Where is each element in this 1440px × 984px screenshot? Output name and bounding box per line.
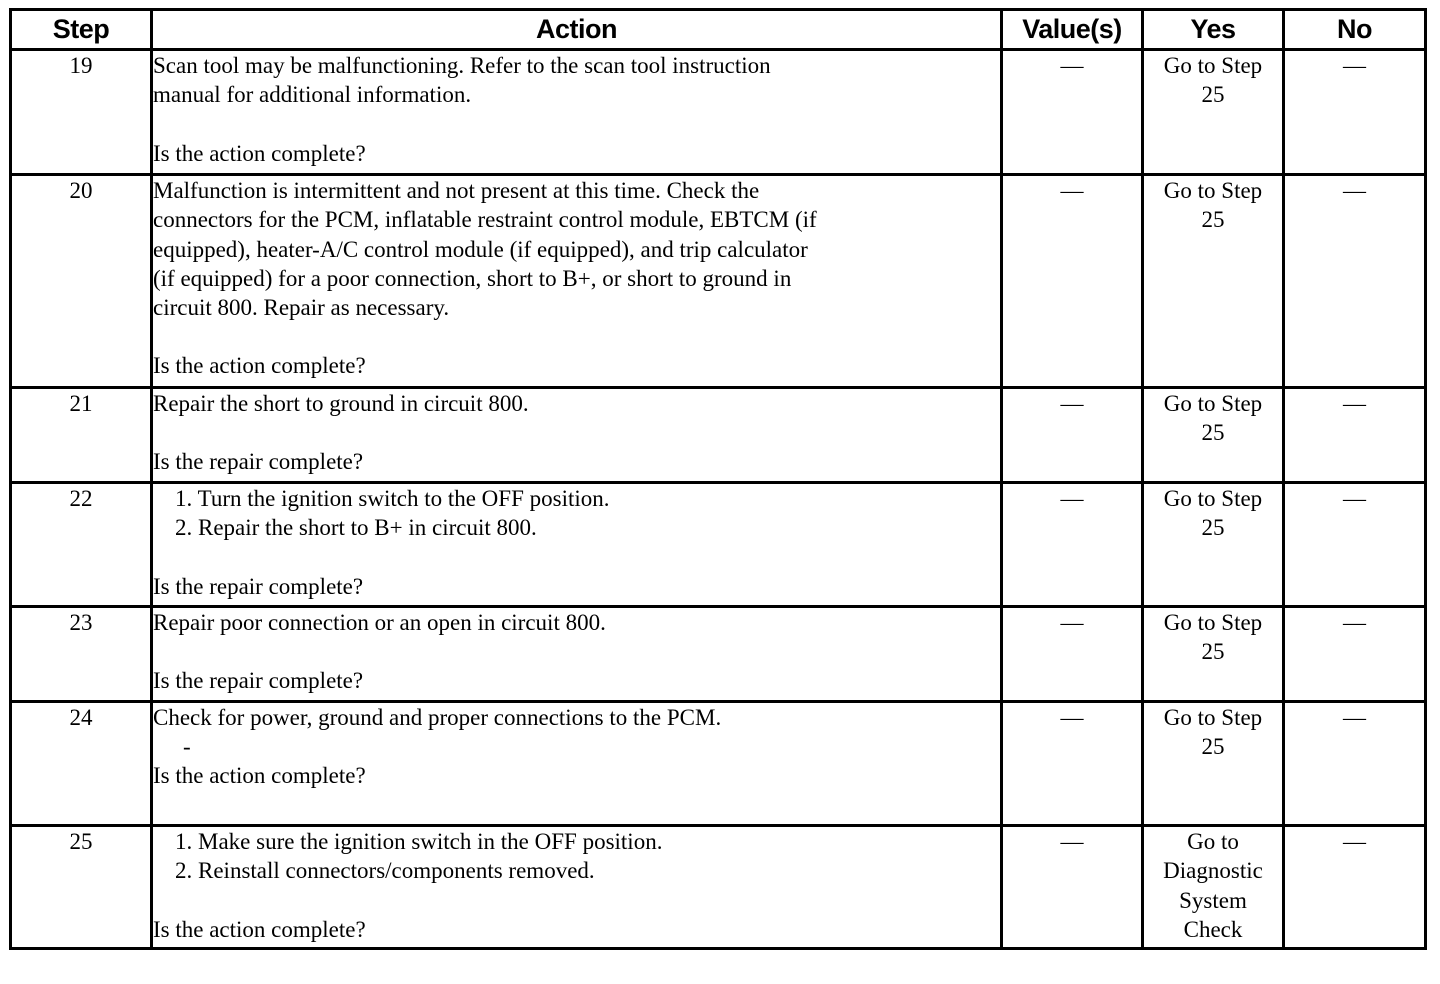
header-no: No	[1284, 10, 1426, 50]
action-question: Is the repair complete?	[153, 573, 364, 599]
action-text: Check for power, ground and proper connections to the PCM.	[153, 705, 722, 730]
action-cell	[152, 483, 1002, 607]
action-question: Is the action complete?	[153, 353, 366, 379]
no-cell: —	[1284, 483, 1426, 607]
action-question: Is the action complete?	[153, 140, 366, 166]
action-cell	[152, 826, 1002, 949]
value-cell: —	[1002, 388, 1143, 483]
no-cell: —	[1284, 175, 1426, 388]
yes-text: 25	[1201, 734, 1225, 760]
no-cell: —	[1284, 388, 1426, 483]
no-cell: —	[1284, 702, 1426, 826]
yes-text: Go to Step	[1163, 53, 1263, 78]
step-number: 25	[11, 826, 152, 949]
yes-text: Go to Step	[1163, 178, 1263, 203]
action-cell	[152, 50, 1002, 175]
yes-text: Go to	[1187, 829, 1239, 854]
yes-text: System	[1179, 887, 1247, 913]
value-cell: —	[1002, 175, 1143, 388]
action-text: Repair poor connection or an open in circuit 800.	[153, 610, 606, 635]
value-cell: —	[1002, 607, 1143, 702]
yes-text: 25	[1201, 639, 1225, 665]
yes-text: 25	[1201, 82, 1225, 108]
yes-cell	[1143, 50, 1284, 175]
header-action: Action	[152, 10, 1002, 50]
table-row	[11, 483, 1426, 607]
action-question: Is the action complete?	[153, 763, 366, 789]
header-step: Step	[11, 10, 152, 50]
yes-cell	[1143, 702, 1284, 826]
list-item: 2. Repair the short to B+ in circuit 800.	[175, 515, 537, 541]
action-text: equipped), heater-A/C control module (if equipped), and trip calculator	[153, 236, 808, 262]
table-row	[11, 826, 1426, 949]
action-list	[153, 827, 1000, 886]
action-text: (if equipped) for a poor connection, short to B+, or short to ground in	[153, 265, 792, 291]
action-cell	[152, 175, 1002, 388]
action-cell	[152, 702, 1002, 826]
action-cell	[152, 388, 1002, 483]
yes-text: Go to Step	[1163, 486, 1263, 511]
action-list	[153, 484, 1000, 543]
yes-cell	[1143, 607, 1284, 702]
action-cell	[152, 607, 1002, 702]
table-row	[11, 702, 1426, 826]
no-cell: —	[1284, 607, 1426, 702]
action-question: Is the repair complete?	[153, 449, 364, 475]
action-text: manual for additional information.	[153, 82, 472, 108]
table-row	[11, 388, 1426, 483]
action-text: connectors for the PCM, inflatable restraint control module, EBTCM (if	[153, 207, 817, 233]
yes-text: Go to Step	[1163, 391, 1263, 416]
no-cell: —	[1284, 826, 1426, 949]
yes-cell	[1143, 175, 1284, 388]
step-number: 23	[11, 607, 152, 702]
yes-text: Go to Step	[1163, 610, 1263, 635]
step-number: 20	[11, 175, 152, 388]
yes-text: Go to Step	[1163, 705, 1263, 730]
value-cell: —	[1002, 483, 1143, 607]
stray-mark: -	[183, 734, 191, 760]
no-cell: —	[1284, 50, 1426, 175]
yes-text: 25	[1201, 420, 1225, 446]
yes-text: 25	[1201, 207, 1225, 233]
action-text: Malfunction is intermittent and not present at this time. Check the	[153, 178, 760, 203]
list-item: 2. Reinstall connectors/components removed.	[175, 858, 595, 884]
list-item: 1. Turn the ignition switch to the OFF position.	[175, 486, 610, 511]
value-cell: —	[1002, 702, 1143, 826]
action-question: Is the action complete?	[153, 916, 366, 942]
action-text: Scan tool may be malfunctioning. Refer to the scan tool instruction	[153, 53, 771, 78]
action-text: Repair the short to ground in circuit 800.	[153, 391, 529, 416]
yes-cell	[1143, 483, 1284, 607]
table-row	[11, 607, 1426, 702]
step-number: 24	[11, 702, 152, 826]
list-item: 1. Make sure the ignition switch in the OFF position.	[175, 829, 663, 854]
step-number: 19	[11, 50, 152, 175]
action-text: circuit 800. Repair as necessary.	[153, 295, 450, 321]
value-cell: —	[1002, 826, 1143, 949]
yes-text: Check	[1183, 916, 1243, 942]
diagnostic-table	[9, 8, 1427, 950]
step-number: 22	[11, 483, 152, 607]
yes-cell	[1143, 826, 1284, 949]
table-row	[11, 50, 1426, 175]
header-row	[11, 10, 1426, 50]
action-question: Is the repair complete?	[153, 668, 364, 694]
yes-cell	[1143, 388, 1284, 483]
header-values: Value(s)	[1002, 10, 1143, 50]
header-yes: Yes	[1143, 10, 1284, 50]
value-cell: —	[1002, 50, 1143, 175]
table-row	[11, 175, 1426, 388]
yes-text: Diagnostic	[1163, 858, 1263, 884]
step-number: 21	[11, 388, 152, 483]
yes-text: 25	[1201, 515, 1225, 541]
